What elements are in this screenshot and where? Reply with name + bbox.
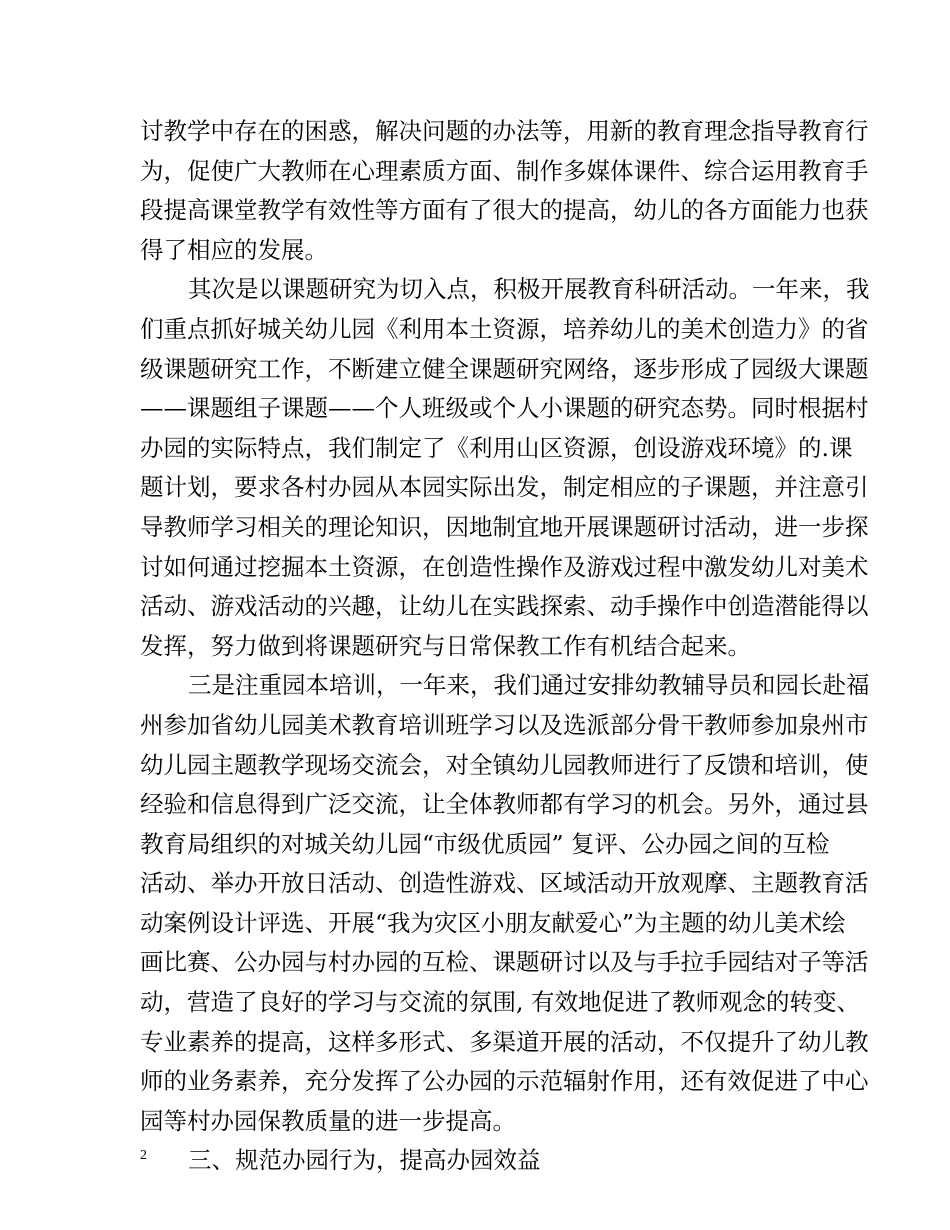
text-line: 题计划，要求各村办园从本园实际出发，制定相应的子课题，并注意引 xyxy=(140,473,869,502)
text-line: ——课题组子课题——个人班级或个人小课题的研究态势。同时根据村 xyxy=(140,394,869,423)
text-line: 讨教学中存在的困惑，解决问题的办法等，用新的教育理念指导教育行 xyxy=(140,117,869,145)
page-number: 2 xyxy=(140,1148,147,1163)
text-line: 活动、游戏活动的兴趣，让幼儿在实践探索、动手操作中创造潜能得以 xyxy=(140,592,869,621)
text-line: 教育局组织的对城关幼儿园“市级优质园” 复评、公办园之间的互检 xyxy=(140,829,830,858)
text-line: 动，营造了良好的学习与交流的氛围, 有效地促进了教师观念的转变、 xyxy=(140,988,860,1017)
text-line: 讨如何通过挖掘本土资源，在创造性操作及游戏过程中激发幼儿对美术 xyxy=(140,552,869,581)
text-line: 为，促使广大教师在心理素质方面、制作多媒体课件、综合运用教育手 xyxy=(140,156,869,185)
text-line: 园等村办园保教质量的进一步提高。 xyxy=(140,1106,516,1135)
text-line: 师的业务素养，充分发挥了公办园的示范辐射作用，还有效促进了中心 xyxy=(140,1067,869,1096)
text-line: 三是注重园本培训，一年来，我们通过安排幼教辅导员和园长赴福 xyxy=(188,671,870,700)
text-line: 办园的实际特点，我们制定了《利用山区资源，创设游戏环境》的.课 xyxy=(140,433,853,462)
text-line: 幼儿园主题教学现场交流会，对全镇幼儿园教师进行了反馈和培训，使 xyxy=(140,750,869,779)
text-line: 州参加省幼儿园美术教育培训班学习以及选派部分骨干教师参加泉州市 xyxy=(140,710,869,739)
text-line: 三、规范办园行为，提高办园效益 xyxy=(188,1146,541,1175)
text-line: 级课题研究工作，不断建立健全课题研究网络，逐步形成了园级大课题 xyxy=(140,354,869,383)
text-line: 得了相应的发展。 xyxy=(140,235,328,264)
text-line: 导教师学习相关的理论知识，因地制宜地开展课题研讨活动，进一步探 xyxy=(140,512,869,541)
text-line: 发挥，努力做到将课题研究与日常保教工作有机结合起来。 xyxy=(140,631,751,660)
text-line: 段提高课堂教学有效性等方面有了很大的提高，幼儿的各方面能力也获 xyxy=(140,196,869,225)
text-line: 动案例设计评选、开展“我为灾区小朋友献爱心”为主题的幼儿美术绘 xyxy=(140,908,846,937)
text-line: 经验和信息得到广泛交流，让全体教师都有学习的机会。另外，通过县 xyxy=(140,790,869,819)
text-line: 专业素养的提高，这样多形式、多渠道开展的活动，不仅提升了幼儿教 xyxy=(140,1027,869,1056)
text-line: 其次是以课题研究为切入点，积极开展教育科研活动。一年来，我 xyxy=(188,275,870,304)
document-body xyxy=(140,112,870,1181)
text-line: 们重点抓好城关幼儿园《利用本土资源，培养幼儿的美术创造力》的省 xyxy=(140,314,869,343)
text-line: 画比赛、公办园与村办园的互检、课题研讨以及与手拉手园结对子等活 xyxy=(140,948,869,977)
text-line: 活动、举办开放日活动、创造性游戏、区域活动开放观摩、主题教育活 xyxy=(140,869,869,898)
